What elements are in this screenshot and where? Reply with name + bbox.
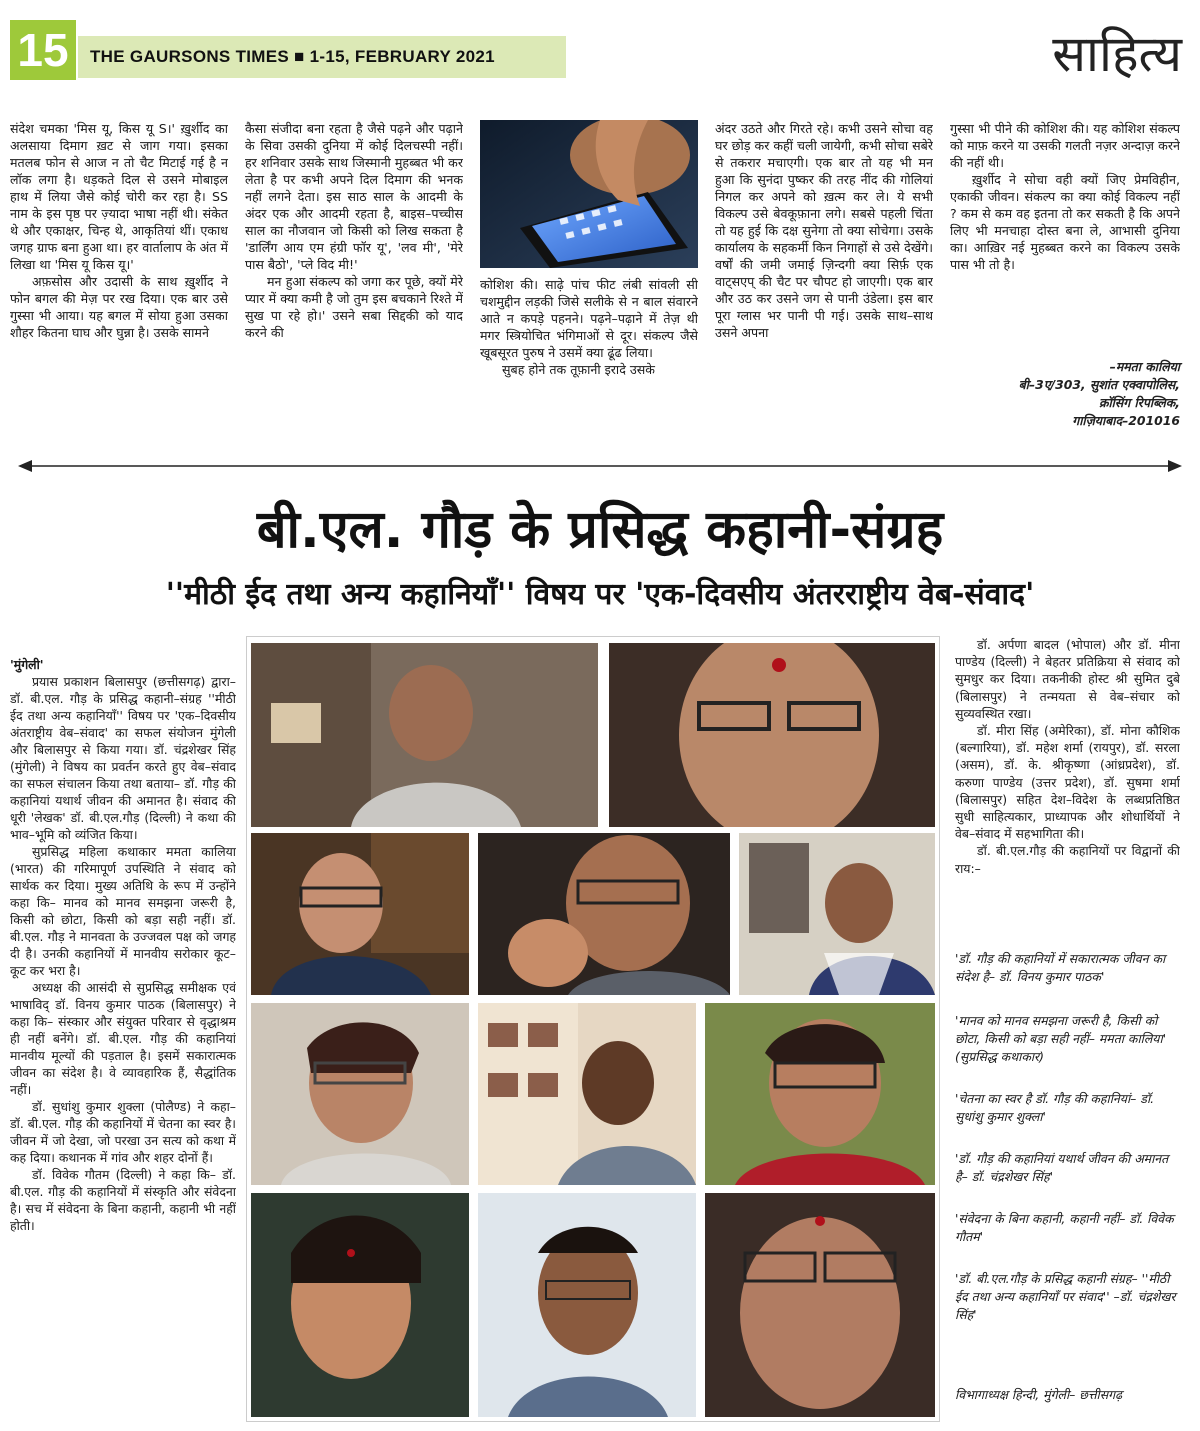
paragraph: अंदर उठते और गिरते रहे। कभी उसने सोचा वह घर छोड़ कर कहीं चली जायेगी, कभी सोचा सबेरे से तकरार मचाएगी। एक बार तो यह भी मन हुआ कि सुनंदा पुष्कर की तरह नींद की गोलियां निगल कर अपने को ख़त्म कर ले। ये सभी विकल्प उसे बेवकूफ़ाना लगे। सबसे पहली चिंता तो यह हुई कि दक्ष सुनेगा तो क्या सोचेगा। उसके कार्यालय के सहकर्मी किन निगाहों से उसे देखेंगे। वर्षों की जमी जमाई ज़िन्दगी क्या सिर्फ़ एक वाट्सएप् की चैट पर चौपट हो जाएगी। एक बार और उठ कर उसने जग से पानी उंडेला। इस बार पूरा ग्लास भर पानी पी गई। उसके साथ–साथ उसने अपना xyxy=(715,121,933,340)
scholar-quote: 'डॉ. गौड़ की कहानियां यथार्थ जीवन की अमानत है– डॉ. चंद्रशेखर सिंह' xyxy=(955,1151,1169,1184)
paragraph: डॉ. विवेक गौतम (दिल्ली) ने कहा कि– डॉ. बी.एल. गौड़ की कहानियों में संस्कृति और संवेदना है। सच में संवेदना के बिना कहानी, कहानी भी नहीं होती। xyxy=(10,1167,236,1233)
story-column-1 xyxy=(10,120,228,438)
paragraph: सुप्रसिद्ध महिला कथाकार ममता कालिया (भारत) की गरिमापूर्ण उपस्थिति ने संवाद को सार्थक कर दिया। मुख्य अतिथि के रूप में उन्होंने कहा कि– मानव को मानव समझना जरूरी है, किसी को छोटा, किसी को बड़ा सही नहीं। डॉ. बी.एल. गौड़ ने मानवता के उज्जवल पक्ष को जगह दी है। उनकी कहानियों में मानवीय सरोकार कूट–कूट कर भरा है। xyxy=(10,844,236,978)
story-column-3 xyxy=(480,276,698,438)
story-column-2 xyxy=(245,120,463,438)
paragraph: डॉ. मीरा सिंह (अमेरिका), डॉ. मोना कौशिक (बल्गारिया), डॉ. महेश शर्मा (रायपुर), डॉ. सरला (असम), डॉ. के. श्रीकृष्णा (आंध्रप्रदेश), डॉ. करुणा पाण्डेय (उत्तर प्रदेश), डॉ. सुषमा शर्मा (बिलासपुर) सहित देश–विदेश के लब्धप्रतिष्ठित सुधी साहित्यकार, प्राध्यापक और शोधार्थियों ने वेब–संवाद में सहभागिता की। xyxy=(955,723,1180,842)
section-title: साहित्य xyxy=(1052,25,1182,83)
paragraph: सुबह होने तक तूफ़ानी इरादे उसके xyxy=(502,362,655,377)
paragraph: प्रयास प्रकाशन बिलासपुर (छत्तीसगढ़) द्वारा– डॉ. बी.एल. गौड़ के प्रसिद्ध कहानी–संग्रह ''मीठी ईद तथा अन्य कहानियाँ'' विषय पर 'एक–दिवसीय अंतराष्ट्रीय वेब–संवाद' का सफल संयोजन मुंगेली और बिलासपुर से किया गया। डॉ. चंद्रशेखर सिंह (मुंगेली) ने विषय का प्रवर्तन करते हुए वेब–संवाद का सफल संचालन किया तथा बताया– डॉ. गौड़ की कहानियां यथार्थ जीवन की अमानत है। संवाद की धूरी 'लेखक' डॉ. बी.एल.गौड़ (दिल्ली) ने कथा की भाव–भूमि को व्यंजित किया। xyxy=(10,674,236,842)
author-signature xyxy=(945,358,1180,430)
paragraph: डॉ. बी.एल.गौड़ की कहानियों पर विद्वानों की राय:– xyxy=(955,843,1180,876)
scholar-quote: 'डॉ. बी.एल.गौड़ के प्रसिद्ध कहानी संग्रह– ''मीठी ईद तथा अन्य कहानियाँ पर संवाद'' –डॉ. चंद्रशेखर सिंह' xyxy=(955,1271,1176,1322)
smartphone-photo xyxy=(480,120,698,268)
paragraph: गुस्सा भी पीने की कोशिश की। यह कोशिश संकल्प को माफ़ करने या उसकी गलती नज़र अन्दाज़ करने की नहीं थी। xyxy=(950,121,1180,170)
participant-photo xyxy=(739,833,935,995)
paragraph: अफ़सोस और उदासी के साथ ख़ुर्शीद ने फोन बगल की मेज़ पर रख दिया। एक बार उसे गुस्सा भी आया। यह बगल में सोया हुआ उसका शौहर कितना घाघ और घुन्ना है। उसके सामने xyxy=(10,274,228,340)
story-two-right-column xyxy=(955,636,1180,936)
participant-photo xyxy=(705,1003,935,1185)
participant-photo xyxy=(251,643,598,827)
participant-photo xyxy=(705,1193,935,1417)
paragraph: कैसा संजीदा बना रहता है जैसे पढ़ने और पढ़ाने के सिवा उसकी दुनिया में कोई दिलचस्पी नहीं। हर शनिवार उसके साथ जिस्मानी मुहब्बत भी कर लेता है पर कभी अपने दिल दिमाग की भनक नहीं लगने देता। इस साठ साल के आदमी के अंदर एक और आदमी रहता है, बाइस–पच्चीस साल का नौजवान जो किसी को लिख सकता है 'डार्लिंग आय एम हंग्री फॉर यू', 'लव मी', 'मेरे पास बैठो', 'प्ले विद मी!' xyxy=(245,121,463,272)
scholar-quote: 'मानव को मानव समझना जरूरी है, किसी को छोटा, किसी को बड़ा सही नहीं– ममता कालिया' (सुप्रसिद्ध कथाकार) xyxy=(955,1013,1167,1064)
participant-photo xyxy=(609,643,935,827)
participant-photo xyxy=(478,1193,696,1417)
smartphone-illustration xyxy=(480,120,698,268)
story-two-left-column xyxy=(10,656,236,1426)
subheadline: ''मीठी ईद तथा अन्य कहानियाँ'' विषय पर 'एक-दिवसीय अंतरराष्ट्रीय वेब-संवाद' xyxy=(165,577,1035,612)
section-divider xyxy=(18,456,1182,476)
paragraph: अध्यक्ष की आसंदी से सुप्रसिद्ध समीक्षक एवं भाषाविद् डॉ. विनय कुमार पाठक (बिलासपुर) ने कहा कि– संस्कार और संयुक्त परिवार से वृद्धाश्रम ही नहीं बनेंगे। डॉ. बी.एल. गौड़ की कहानियां मानवीय मूल्यों की पड़ताल है। इसमें सकारात्मक जीवन का संदेश है। वे व्यावहारिक हैं, सैद्धांतिक नहीं। xyxy=(10,980,236,1097)
masthead-title: THE GAURSONS TIMES ■ 1-15, FEBRUARY 2021 xyxy=(90,47,495,66)
author-name: –ममता कालिया xyxy=(1109,359,1180,374)
scholar-quote: 'संवेदना के बिना कहानी, कहानी नहीं– डॉ. विवेक गौतम' xyxy=(955,1211,1174,1244)
author-address-line: क्रॉसिंग रिपब्लिक, xyxy=(1098,395,1180,410)
paragraph: ख़ुर्शीद ने सोचा वही क्यों जिए प्रेमविहीन, एकाकी जीवन। संकल्प का क्या कोई विकल्प नहीं ? कम से कम वह इतना तो कर सकती है कि अपने लिए भी मनचाहा दोस्त बना ले, आभासी दुनिया का। आख़िर नई मुहब्बत करने का विकल्प उसके पास भी तो है। xyxy=(950,172,1180,272)
participant-photo xyxy=(478,833,730,995)
scholar-quote: 'डॉ. गौड़ की कहानियों में सकारात्मक जीवन का संदेश है– डॉ. विनय कुमार पाठक' xyxy=(955,951,1166,984)
dateline: 'मुंगेली' xyxy=(10,657,44,672)
story-column-4 xyxy=(715,120,933,438)
paragraph: संदेश चमका 'मिस यू, किस यू S।' ख़ुर्शीद का अलसाया दिमाग ख़ट से जाग गया। इसका मतलब फोन से आज न तो चैट मिटाई गई है न लॉक लगा है। धड़कते दिल से उसने मोबाइल हाथ में लिया जैसे कोई चोरी कर रहा है। SS नाम के इस पृष्ठ पर ज़्यादा भाषा नहीं थी। संकेत थे और एकाक्षर, चिन्ह थे, आकृतियां थीं। एकाध जगह ग्राफ बना हुआ था। हर वार्तालाप के अंत में लिखा था 'मिस यू किस यू।' xyxy=(10,121,228,272)
headline: बी.एल. गौड़ के प्रसिद्ध कहानी-संग्रह xyxy=(256,500,944,560)
author-designation: विभागाध्यक्ष हिन्दी, मुंगेली– छत्तीसगढ़ xyxy=(955,1387,1123,1402)
scholar-quote: 'चेतना का स्वर है डॉ. गौड़ की कहानियां– डॉ. सुधांशु कुमार शुक्ला' xyxy=(955,1091,1155,1124)
author-address-line: बी–3ए/303, सुशांत एक्वापोलिस, xyxy=(1018,377,1180,392)
paragraph: कोशिश की। साढ़े पांच फीट लंबी सांवली सी चशमुद्दीन लड़की जिसे सलीके से न बाल संवारने आते न कपड़े पहनने। पढ़ने–पढ़ाने में तेज़ थी मगर स्त्रियोचित भंगिमाओं से दूर। संकल्प जैसे खूबसूरत पुरुष ने उसमें क्या ढूंढ लिया। xyxy=(480,277,698,360)
participant-photo xyxy=(478,1003,696,1185)
story-column-5 xyxy=(950,120,1180,360)
participant-photo xyxy=(251,1003,469,1185)
page-number: 15 xyxy=(10,20,76,80)
video-call-collage xyxy=(246,636,940,1422)
paragraph: मन हुआ संकल्प को जगा कर पूछे, क्यों मेरे प्यार में क्या कमी है जो तुम इस बचकाने रिश्ते में सुख पा रहे हो।' उसने सबा सिद्दकी को याद करने की xyxy=(245,274,463,340)
paragraph: डॉ. सुधांशु कुमार शुक्ला (पोलैण्ड) ने कहा– डॉ. बी.एल. गौड़ की कहानियों में चेतना का स्वर है। जीवन में जो देखा, जो परखा उन सत्य को कथा में कह दिया। कथानक में गांव और शहर दोनों हैं। xyxy=(10,1099,236,1165)
author-address-line: गाज़ियाबाद–201016 xyxy=(1072,413,1180,428)
participant-photo xyxy=(251,1193,469,1417)
participant-photo xyxy=(251,833,469,995)
paragraph: डॉ. अर्पणा बादल (भोपाल) और डॉ. मीना पाण्डेय (दिल्ली) ने बेहतर प्रतिक्रिया से संवाद को सुमधुर कर दिया। तकनीकी होस्ट श्री सुमित दुबे (बिलासपुर) ने तन्मयता से वेब–संचार को सुव्यवस्थित रखा। xyxy=(955,637,1180,721)
